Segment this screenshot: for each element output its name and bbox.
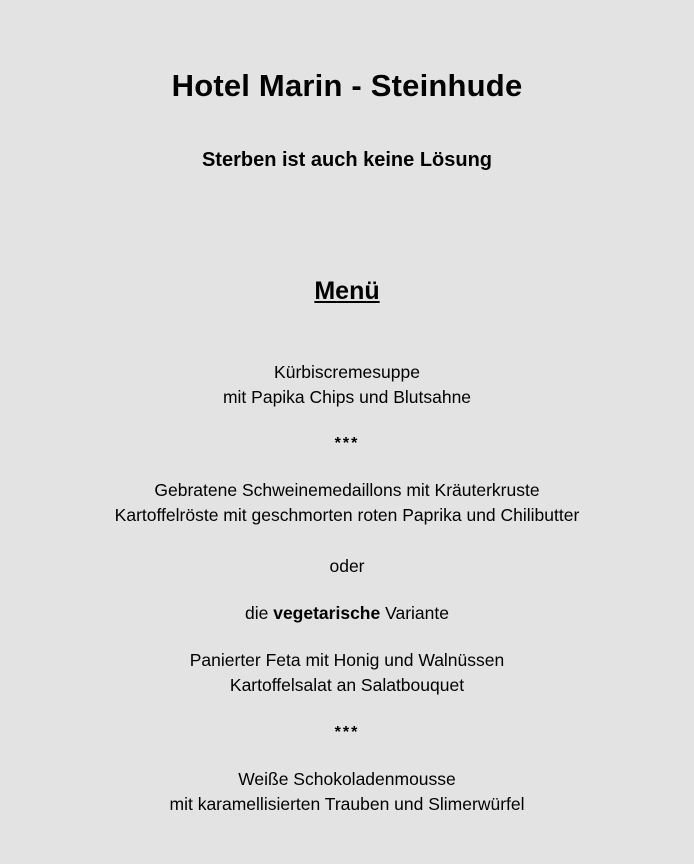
course-dessert-line-1: Weiße Schokoladenmousse xyxy=(238,769,456,790)
course-starter-line-1: Kürbiscremesuppe xyxy=(274,362,420,383)
course-vegetarian-line-1: Panierter Feta mit Honig und Walnüssen xyxy=(189,650,505,671)
variant-emphasis: vegetarische xyxy=(273,602,381,623)
vegetarian-variant-label xyxy=(0,579,694,626)
variant-suffix: Variante xyxy=(380,602,449,623)
course-main-line-1: Gebratene Schweinemedaillons mit Kräuterkruste xyxy=(154,480,540,501)
tagline: Sterben ist auch keine Lösung xyxy=(201,149,493,172)
course-starter xyxy=(0,306,694,410)
course-vegetarian xyxy=(0,625,694,698)
course-starter-line-2: mit Papika Chips und Blutsahne xyxy=(222,387,472,408)
course-vegetarian-line-2: Kartoffelsalat an Salatbouquet xyxy=(229,675,465,696)
or-label: oder xyxy=(329,555,365,576)
variant-prefix: die xyxy=(245,602,274,623)
page-title: Hotel Marin - Steinhude xyxy=(171,68,523,103)
menu-heading: Menü xyxy=(314,277,380,306)
course-main xyxy=(0,453,694,528)
course-dessert-line-2: mit karamellisierten Trauben und Slimerwürfel xyxy=(169,794,525,815)
separator-2: *** xyxy=(334,724,360,742)
course-dessert xyxy=(0,742,694,817)
course-main-line-2: Kartoffelröste mit geschmorten roten Paprika und Chilibutter xyxy=(114,504,580,525)
separator-1: *** xyxy=(334,434,360,452)
